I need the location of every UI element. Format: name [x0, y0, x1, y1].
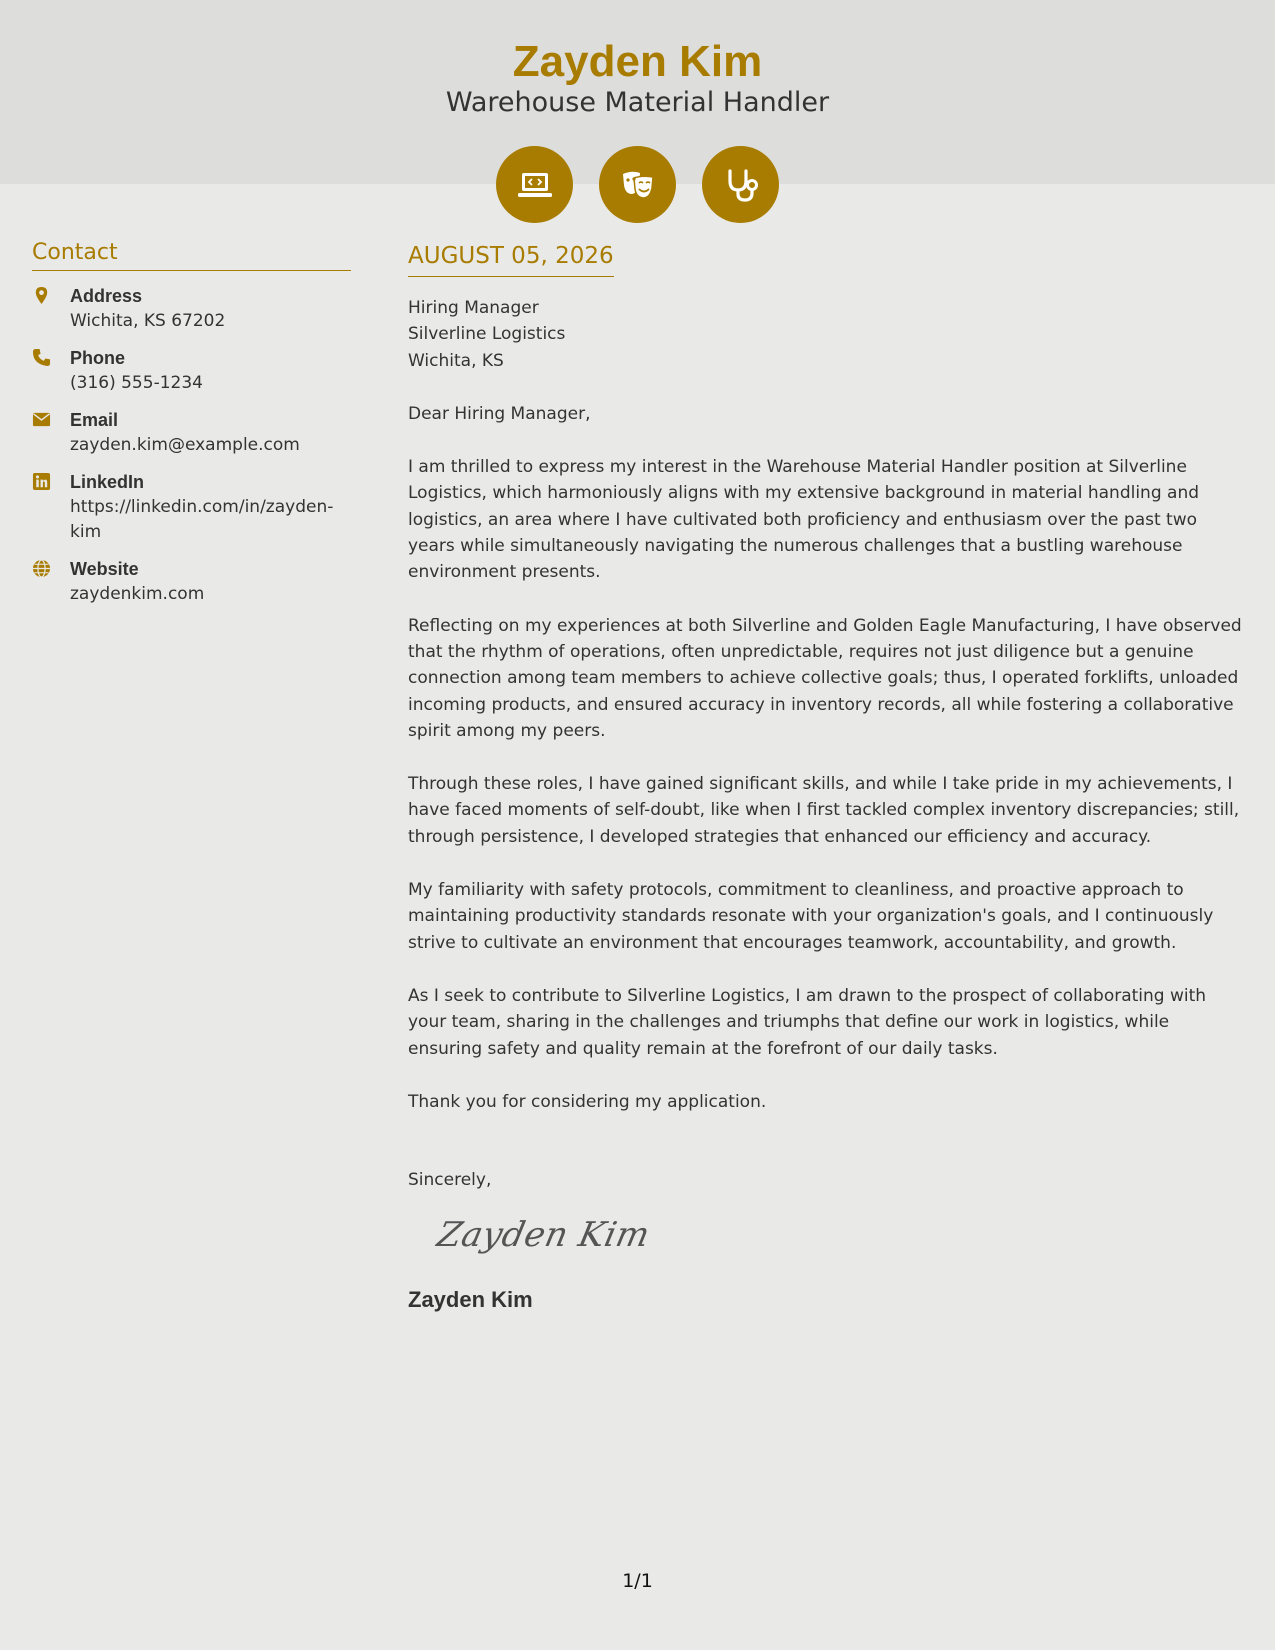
recipient-line: Hiring Manager [408, 298, 539, 318]
contact-heading: Contact [32, 236, 351, 271]
phone-icon [32, 346, 70, 396]
contact-email [32, 408, 351, 458]
signed-name: Zayden Kim [408, 1287, 533, 1313]
contact-sidebar [32, 236, 351, 607]
envelope-icon [32, 408, 70, 458]
website-value[interactable]: zaydenkim.com [70, 584, 205, 604]
letter-paragraph: Thank you for considering my application. [408, 1091, 767, 1112]
contact-website [32, 557, 351, 607]
letter-paragraph: Reflecting on my experiences at both Silverline and Golden Eagle Manufacturing, I have observed that the rhythm of operations, often unpredictable, requires not just diligence but a genuine connection among team members to achieve collective goals; thus, I operated forklifts, unloaded incoming products, and ensured accuracy in inventory records, all while fostering a collaborative spirit among my peers. [408, 615, 1242, 741]
letter-body [408, 238, 1248, 1315]
letter-paragraph: My familiarity with safety protocols, commitment to cleanliness, and proactive approach to maintaining productivity standards resonate with your organization's goals, and I continuously strive to cultivate an environment that encourages teamwork, accountability, and growth. [408, 880, 1214, 953]
recipient-line: Wichita, KS [408, 350, 504, 371]
phone-label: Phone [70, 348, 126, 368]
linkedin-value-line2[interactable]: kim [70, 522, 102, 542]
page-number: 1/1 [622, 1570, 653, 1592]
letter-paragraph: I am thrilled to express my interest in the Warehouse Material Handler position at Silverline Logistics, which harmoniously aligns with my extensive background in material handling and logistics, an area where I have cultivated both proficiency and enthusiasm over the past two years while simultaneously navigating the numerous challenges that a bustling warehouse environment presents. [408, 457, 1200, 583]
phone-value: (316) 555-1234 [70, 373, 203, 393]
location-pin-icon [32, 284, 70, 334]
email-value[interactable]: zayden.kim@example.com [70, 435, 300, 455]
recipient-line: Silverline Logistics [408, 324, 566, 345]
interest-icons [0, 146, 1275, 223]
linkedin-label: LinkedIn [70, 472, 145, 492]
address-label: Address [70, 286, 143, 306]
contact-phone [32, 346, 351, 396]
stethoscope-icon [702, 146, 779, 223]
website-label: Website [70, 559, 139, 579]
linkedin-value-line1[interactable]: https://linkedin.com/in/zayden- [70, 497, 334, 517]
recipient-block [408, 295, 1248, 374]
email-label: Email [70, 410, 119, 430]
letter-paragraph: Through these roles, I have gained significant skills, and while I take pride in my achievements, I have faced moments of self-doubt, like when I first tackled complex inventory discrepancies; still, through persistence, I developed strategies that enhanced our efficiency and accuracy. [408, 774, 1240, 847]
handwritten-signature: Zayden Kim [433, 1215, 654, 1256]
address-value: Wichita, KS 67202 [70, 311, 226, 331]
salutation: Dear Hiring Manager, [408, 403, 591, 424]
laptop-code-icon [496, 146, 573, 223]
letter-date: AUGUST 05, 2026 [408, 238, 614, 277]
theater-masks-icon [599, 146, 676, 223]
letter-paragraph: As I seek to contribute to Silverline Logistics, I am drawn to the prospect of collaborating with your team, sharing in the challenges and triumphs that define our work in logistics, while ensuring safety and quality remain at the forefront of our daily tasks. [408, 985, 1207, 1059]
job-title: Warehouse Material Handler [445, 87, 830, 118]
contact-linkedin [32, 470, 351, 545]
linkedin-icon [32, 470, 70, 545]
contact-address [32, 284, 351, 334]
signature-area [433, 1215, 1248, 1275]
applicant-name: Zayden Kim [512, 37, 763, 86]
closing: Sincerely, [408, 1170, 492, 1191]
globe-icon [32, 557, 70, 607]
